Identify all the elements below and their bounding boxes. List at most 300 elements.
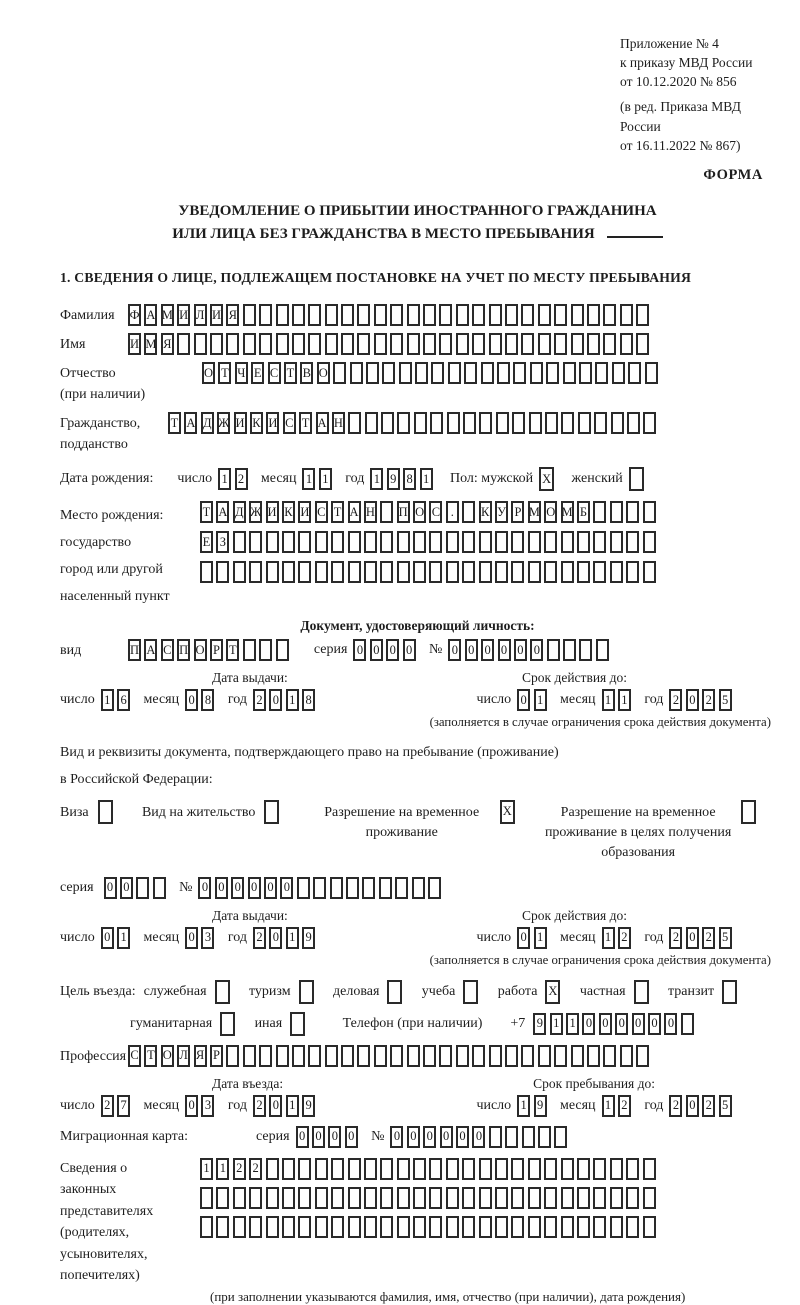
char-cell[interactable]: [511, 531, 524, 553]
char-cell[interactable]: [595, 362, 608, 384]
char-cell[interactable]: Р: [511, 501, 524, 523]
char-cell[interactable]: 2: [669, 689, 682, 711]
char-cell[interactable]: [511, 561, 524, 583]
char-cell[interactable]: Ж: [217, 412, 230, 434]
char-cell[interactable]: [390, 1045, 403, 1067]
char-cell[interactable]: [544, 531, 557, 553]
char-cell[interactable]: [612, 362, 625, 384]
char-cell[interactable]: [348, 561, 361, 583]
char-cell[interactable]: 0: [185, 927, 198, 949]
char-cell[interactable]: [276, 1045, 289, 1067]
char-cell[interactable]: [587, 1045, 600, 1067]
char-cell[interactable]: 1: [319, 468, 332, 490]
checkbox[interactable]: [629, 467, 644, 491]
char-cell[interactable]: [579, 362, 592, 384]
char-cell[interactable]: [521, 1045, 534, 1067]
char-cell[interactable]: [538, 333, 551, 355]
char-cell[interactable]: [463, 412, 476, 434]
char-cell[interactable]: 0: [686, 689, 699, 711]
char-cell[interactable]: З: [216, 531, 229, 553]
char-cell[interactable]: [479, 1216, 492, 1238]
char-cell[interactable]: 0: [101, 927, 114, 949]
char-cell[interactable]: [538, 1126, 551, 1148]
char-cell[interactable]: П: [177, 639, 190, 661]
char-cell[interactable]: А: [348, 501, 361, 523]
char-cell[interactable]: М: [528, 501, 541, 523]
char-cell[interactable]: [331, 1216, 344, 1238]
char-cell[interactable]: Б: [577, 501, 590, 523]
char-cell[interactable]: 5: [719, 927, 732, 949]
char-cell[interactable]: [364, 531, 377, 553]
char-cell[interactable]: [266, 561, 279, 583]
char-cell[interactable]: [380, 1187, 393, 1209]
char-cell[interactable]: 0: [530, 639, 543, 661]
char-cell[interactable]: [397, 412, 410, 434]
char-cell[interactable]: [538, 304, 551, 326]
char-cell[interactable]: [330, 877, 343, 899]
char-cell[interactable]: Н: [364, 501, 377, 523]
char-cell[interactable]: [380, 501, 393, 523]
char-cell[interactable]: Р: [210, 639, 223, 661]
char-cell[interactable]: [529, 412, 542, 434]
char-cell[interactable]: [456, 333, 469, 355]
char-cell[interactable]: [522, 1126, 535, 1148]
char-cell[interactable]: 2: [253, 927, 266, 949]
char-cell[interactable]: [645, 362, 658, 384]
char-cell[interactable]: С: [315, 501, 328, 523]
char-cell[interactable]: [489, 1045, 502, 1067]
char-cell[interactable]: К: [479, 501, 492, 523]
checkbox[interactable]: [463, 980, 478, 1004]
char-cell[interactable]: [479, 412, 492, 434]
char-cell[interactable]: [397, 1158, 410, 1180]
char-cell[interactable]: [571, 333, 584, 355]
char-cell[interactable]: 0: [407, 1126, 420, 1148]
char-cell[interactable]: У: [495, 501, 508, 523]
char-cell[interactable]: [472, 333, 485, 355]
char-cell[interactable]: С: [429, 501, 442, 523]
char-cell[interactable]: [462, 1158, 475, 1180]
char-cell[interactable]: [472, 1045, 485, 1067]
char-cell[interactable]: С: [283, 412, 296, 434]
char-cell[interactable]: [350, 362, 363, 384]
char-cell[interactable]: 0: [198, 877, 211, 899]
char-cell[interactable]: [495, 1187, 508, 1209]
char-cell[interactable]: [266, 1158, 279, 1180]
char-cell[interactable]: [643, 501, 656, 523]
char-cell[interactable]: [395, 877, 408, 899]
char-cell[interactable]: 0: [517, 689, 530, 711]
char-cell[interactable]: [397, 1216, 410, 1238]
char-cell[interactable]: [636, 304, 649, 326]
char-cell[interactable]: [545, 412, 558, 434]
char-cell[interactable]: [505, 1045, 518, 1067]
char-cell[interactable]: [603, 304, 616, 326]
char-cell[interactable]: [374, 304, 387, 326]
char-cell[interactable]: [611, 412, 624, 434]
char-cell[interactable]: [626, 1216, 639, 1238]
char-cell[interactable]: [626, 561, 639, 583]
char-cell[interactable]: [511, 1158, 524, 1180]
char-cell[interactable]: [259, 304, 272, 326]
char-cell[interactable]: [348, 531, 361, 553]
char-cell[interactable]: [331, 1158, 344, 1180]
char-cell[interactable]: [413, 531, 426, 553]
char-cell[interactable]: [397, 531, 410, 553]
char-cell[interactable]: [259, 639, 272, 661]
char-cell[interactable]: И: [128, 333, 141, 355]
char-cell[interactable]: [462, 1216, 475, 1238]
char-cell[interactable]: 0: [312, 1126, 325, 1148]
checkbox[interactable]: [634, 980, 649, 1004]
char-cell[interactable]: 3: [201, 927, 214, 949]
char-cell[interactable]: [341, 333, 354, 355]
char-cell[interactable]: 9: [533, 1013, 546, 1035]
char-cell[interactable]: [593, 501, 606, 523]
char-cell[interactable]: [380, 1216, 393, 1238]
char-cell[interactable]: [636, 1045, 649, 1067]
char-cell[interactable]: [413, 1187, 426, 1209]
char-cell[interactable]: [521, 304, 534, 326]
char-cell[interactable]: [194, 333, 207, 355]
char-cell[interactable]: [561, 1158, 574, 1180]
char-cell[interactable]: [479, 1158, 492, 1180]
char-cell[interactable]: [381, 412, 394, 434]
char-cell[interactable]: [431, 362, 444, 384]
char-cell[interactable]: [348, 1216, 361, 1238]
char-cell[interactable]: [380, 561, 393, 583]
char-cell[interactable]: 2: [702, 689, 715, 711]
char-cell[interactable]: [297, 877, 310, 899]
char-cell[interactable]: Т: [226, 639, 239, 661]
char-cell[interactable]: 5: [719, 1095, 732, 1117]
char-cell[interactable]: [593, 531, 606, 553]
char-cell[interactable]: 2: [618, 1095, 631, 1117]
char-cell[interactable]: К: [282, 501, 295, 523]
char-cell[interactable]: [479, 1187, 492, 1209]
char-cell[interactable]: Т: [200, 501, 213, 523]
char-cell[interactable]: [446, 1158, 459, 1180]
char-cell[interactable]: 0: [582, 1013, 595, 1035]
char-cell[interactable]: 9: [302, 927, 315, 949]
char-cell[interactable]: [325, 1045, 338, 1067]
char-cell[interactable]: [636, 333, 649, 355]
char-cell[interactable]: 0: [296, 1126, 309, 1148]
char-cell[interactable]: 1: [286, 689, 299, 711]
char-cell[interactable]: [495, 561, 508, 583]
char-cell[interactable]: [308, 333, 321, 355]
char-cell[interactable]: [579, 639, 592, 661]
char-cell[interactable]: 0: [481, 639, 494, 661]
char-cell[interactable]: [266, 531, 279, 553]
char-cell[interactable]: [528, 1158, 541, 1180]
char-cell[interactable]: Е: [200, 531, 213, 553]
char-cell[interactable]: Ф: [128, 304, 141, 326]
char-cell[interactable]: [243, 304, 256, 326]
char-cell[interactable]: А: [144, 639, 157, 661]
char-cell[interactable]: [593, 1216, 606, 1238]
char-cell[interactable]: [276, 304, 289, 326]
char-cell[interactable]: [561, 531, 574, 553]
char-cell[interactable]: [423, 1045, 436, 1067]
char-cell[interactable]: 5: [719, 689, 732, 711]
char-cell[interactable]: [226, 1045, 239, 1067]
char-cell[interactable]: О: [202, 362, 215, 384]
char-cell[interactable]: [430, 412, 443, 434]
char-cell[interactable]: [544, 1158, 557, 1180]
char-cell[interactable]: 9: [387, 468, 400, 490]
char-cell[interactable]: [233, 531, 246, 553]
char-cell[interactable]: [210, 333, 223, 355]
char-cell[interactable]: 1: [534, 927, 547, 949]
char-cell[interactable]: [561, 561, 574, 583]
char-cell[interactable]: [456, 1045, 469, 1067]
char-cell[interactable]: [446, 1187, 459, 1209]
char-cell[interactable]: 2: [253, 689, 266, 711]
char-cell[interactable]: [374, 1045, 387, 1067]
char-cell[interactable]: А: [316, 412, 329, 434]
char-cell[interactable]: [259, 333, 272, 355]
char-cell[interactable]: 1: [286, 1095, 299, 1117]
char-cell[interactable]: [439, 1045, 452, 1067]
char-cell[interactable]: [511, 1216, 524, 1238]
char-cell[interactable]: [233, 1216, 246, 1238]
char-cell[interactable]: 1: [566, 1013, 579, 1035]
char-cell[interactable]: [538, 1045, 551, 1067]
char-cell[interactable]: 0: [185, 689, 198, 711]
char-cell[interactable]: [233, 561, 246, 583]
char-cell[interactable]: [315, 561, 328, 583]
char-cell[interactable]: .: [446, 501, 459, 523]
char-cell[interactable]: [243, 1045, 256, 1067]
char-cell[interactable]: 1: [517, 1095, 530, 1117]
char-cell[interactable]: [561, 1187, 574, 1209]
char-cell[interactable]: 0: [648, 1013, 661, 1035]
char-cell[interactable]: С: [161, 639, 174, 661]
char-cell[interactable]: Т: [144, 1045, 157, 1067]
char-cell[interactable]: [563, 639, 576, 661]
char-cell[interactable]: [495, 531, 508, 553]
char-cell[interactable]: Т: [331, 501, 344, 523]
char-cell[interactable]: [348, 412, 361, 434]
char-cell[interactable]: Т: [168, 412, 181, 434]
char-cell[interactable]: Л: [177, 1045, 190, 1067]
char-cell[interactable]: [380, 1158, 393, 1180]
char-cell[interactable]: 2: [249, 1158, 262, 1180]
char-cell[interactable]: [331, 531, 344, 553]
char-cell[interactable]: [365, 412, 378, 434]
char-cell[interactable]: [681, 1013, 694, 1035]
char-cell[interactable]: [610, 1216, 623, 1238]
char-cell[interactable]: И: [234, 412, 247, 434]
char-cell[interactable]: [298, 1187, 311, 1209]
char-cell[interactable]: 0: [264, 877, 277, 899]
char-cell[interactable]: 0: [328, 1126, 341, 1148]
char-cell[interactable]: 1: [101, 689, 114, 711]
char-cell[interactable]: А: [216, 501, 229, 523]
char-cell[interactable]: [479, 561, 492, 583]
char-cell[interactable]: [282, 531, 295, 553]
char-cell[interactable]: [544, 1216, 557, 1238]
char-cell[interactable]: 0: [269, 1095, 282, 1117]
char-cell[interactable]: [610, 501, 623, 523]
char-cell[interactable]: 6: [117, 689, 130, 711]
char-cell[interactable]: [315, 1187, 328, 1209]
char-cell[interactable]: [554, 304, 567, 326]
char-cell[interactable]: [390, 333, 403, 355]
char-cell[interactable]: [397, 1187, 410, 1209]
char-cell[interactable]: [200, 1187, 213, 1209]
char-cell[interactable]: [561, 412, 574, 434]
char-cell[interactable]: [577, 1187, 590, 1209]
char-cell[interactable]: [266, 1216, 279, 1238]
char-cell[interactable]: 1: [200, 1158, 213, 1180]
char-cell[interactable]: [249, 561, 262, 583]
char-cell[interactable]: 0: [423, 1126, 436, 1148]
char-cell[interactable]: 1: [618, 689, 631, 711]
char-cell[interactable]: [331, 561, 344, 583]
char-cell[interactable]: [428, 877, 441, 899]
char-cell[interactable]: [315, 531, 328, 553]
char-cell[interactable]: 0: [403, 639, 416, 661]
char-cell[interactable]: [325, 304, 338, 326]
char-cell[interactable]: [282, 561, 295, 583]
char-cell[interactable]: 8: [201, 689, 214, 711]
char-cell[interactable]: [249, 1216, 262, 1238]
char-cell[interactable]: 2: [233, 1158, 246, 1180]
char-cell[interactable]: [379, 877, 392, 899]
char-cell[interactable]: [596, 639, 609, 661]
char-cell[interactable]: 1: [550, 1013, 563, 1035]
char-cell[interactable]: [331, 1187, 344, 1209]
char-cell[interactable]: [528, 531, 541, 553]
char-cell[interactable]: И: [177, 304, 190, 326]
char-cell[interactable]: [298, 1158, 311, 1180]
char-cell[interactable]: 0: [386, 639, 399, 661]
char-cell[interactable]: О: [544, 501, 557, 523]
char-cell[interactable]: [357, 304, 370, 326]
char-cell[interactable]: [528, 1216, 541, 1238]
char-cell[interactable]: [563, 362, 576, 384]
char-cell[interactable]: [243, 333, 256, 355]
char-cell[interactable]: [571, 304, 584, 326]
char-cell[interactable]: [577, 561, 590, 583]
char-cell[interactable]: 0: [632, 1013, 645, 1035]
char-cell[interactable]: [308, 304, 321, 326]
char-cell[interactable]: [259, 1045, 272, 1067]
char-cell[interactable]: 1: [602, 927, 615, 949]
char-cell[interactable]: [578, 412, 591, 434]
char-cell[interactable]: [497, 362, 510, 384]
char-cell[interactable]: О: [317, 362, 330, 384]
char-cell[interactable]: 0: [465, 639, 478, 661]
char-cell[interactable]: [505, 1126, 518, 1148]
char-cell[interactable]: [511, 1187, 524, 1209]
char-cell[interactable]: [216, 561, 229, 583]
char-cell[interactable]: [530, 362, 543, 384]
char-cell[interactable]: [200, 1216, 213, 1238]
char-cell[interactable]: [346, 877, 359, 899]
char-cell[interactable]: 2: [669, 927, 682, 949]
char-cell[interactable]: [364, 1187, 377, 1209]
char-cell[interactable]: 0: [269, 689, 282, 711]
char-cell[interactable]: К: [250, 412, 263, 434]
char-cell[interactable]: [315, 1158, 328, 1180]
char-cell[interactable]: [643, 531, 656, 553]
char-cell[interactable]: Я: [161, 333, 174, 355]
char-cell[interactable]: 3: [201, 1095, 214, 1117]
char-cell[interactable]: [513, 362, 526, 384]
char-cell[interactable]: 1: [218, 468, 231, 490]
char-cell[interactable]: [364, 1216, 377, 1238]
char-cell[interactable]: М: [161, 304, 174, 326]
char-cell[interactable]: [462, 561, 475, 583]
char-cell[interactable]: 1: [370, 468, 383, 490]
char-cell[interactable]: [429, 1158, 442, 1180]
checkbox[interactable]: [215, 980, 230, 1004]
char-cell[interactable]: [593, 561, 606, 583]
char-cell[interactable]: 0: [280, 877, 293, 899]
char-cell[interactable]: 1: [602, 1095, 615, 1117]
char-cell[interactable]: 0: [615, 1013, 628, 1035]
char-cell[interactable]: [429, 531, 442, 553]
char-cell[interactable]: [348, 1158, 361, 1180]
char-cell[interactable]: И: [266, 501, 279, 523]
char-cell[interactable]: [554, 1045, 567, 1067]
char-cell[interactable]: [643, 412, 656, 434]
char-cell[interactable]: [397, 561, 410, 583]
char-cell[interactable]: [282, 1187, 295, 1209]
checkbox[interactable]: [98, 800, 113, 824]
char-cell[interactable]: [587, 333, 600, 355]
char-cell[interactable]: [429, 1187, 442, 1209]
char-cell[interactable]: 2: [669, 1095, 682, 1117]
char-cell[interactable]: [620, 1045, 633, 1067]
char-cell[interactable]: П: [128, 639, 141, 661]
char-cell[interactable]: 0: [686, 1095, 699, 1117]
char-cell[interactable]: [136, 877, 149, 899]
char-cell[interactable]: 0: [353, 639, 366, 661]
char-cell[interactable]: [464, 362, 477, 384]
char-cell[interactable]: 0: [370, 639, 383, 661]
char-cell[interactable]: [325, 333, 338, 355]
char-cell[interactable]: [603, 333, 616, 355]
char-cell[interactable]: [382, 362, 395, 384]
char-cell[interactable]: [610, 1158, 623, 1180]
char-cell[interactable]: [495, 1158, 508, 1180]
char-cell[interactable]: [462, 531, 475, 553]
char-cell[interactable]: [547, 639, 560, 661]
char-cell[interactable]: 2: [101, 1095, 114, 1117]
char-cell[interactable]: [177, 333, 190, 355]
char-cell[interactable]: 2: [618, 927, 631, 949]
char-cell[interactable]: 7: [117, 1095, 130, 1117]
char-cell[interactable]: 0: [185, 1095, 198, 1117]
char-cell[interactable]: 2: [702, 1095, 715, 1117]
char-cell[interactable]: [341, 304, 354, 326]
char-cell[interactable]: [429, 1216, 442, 1238]
char-cell[interactable]: [423, 304, 436, 326]
char-cell[interactable]: [266, 1187, 279, 1209]
char-cell[interactable]: [407, 1045, 420, 1067]
char-cell[interactable]: [282, 1216, 295, 1238]
char-cell[interactable]: П: [397, 501, 410, 523]
char-cell[interactable]: И: [210, 304, 223, 326]
char-cell[interactable]: М: [144, 333, 157, 355]
char-cell[interactable]: [554, 1126, 567, 1148]
char-cell[interactable]: Ч: [235, 362, 248, 384]
char-cell[interactable]: Н: [332, 412, 345, 434]
